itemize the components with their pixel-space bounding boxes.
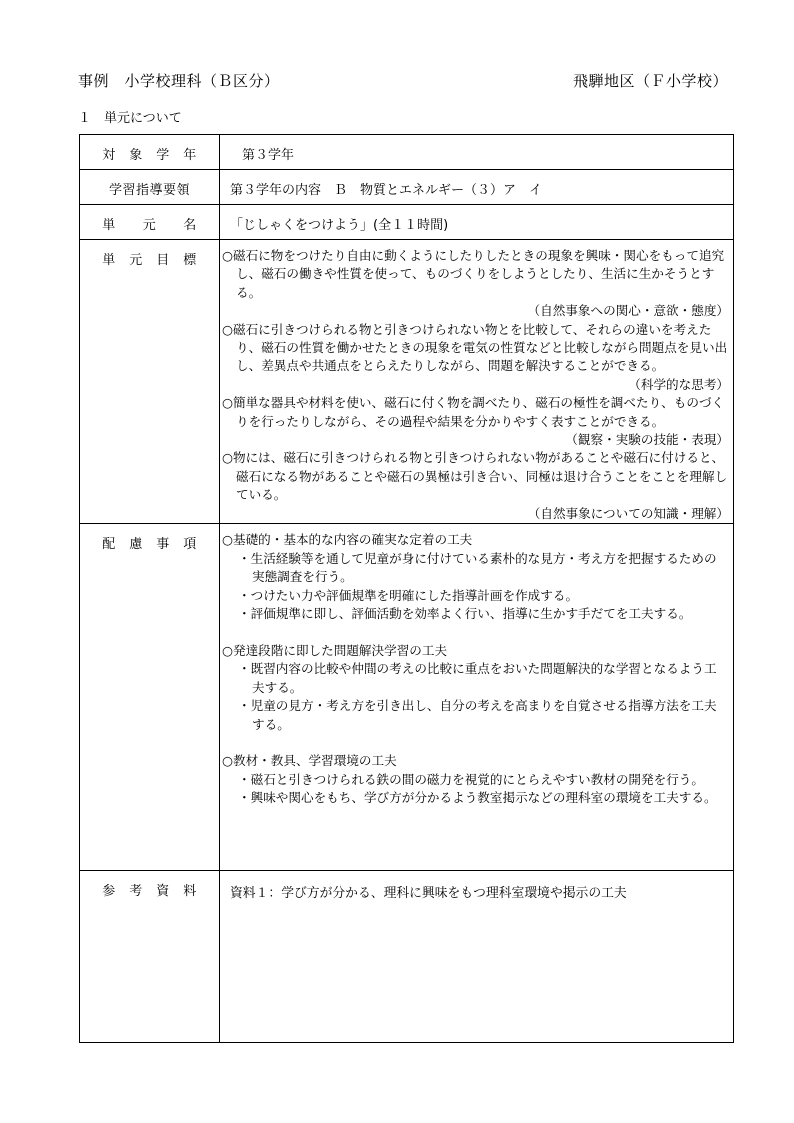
document-title: 事例 小学校理科（Ｂ区分） bbox=[78, 72, 280, 90]
unit-label: 単 元 名 bbox=[102, 218, 197, 233]
section-heading: １ 単元について bbox=[78, 111, 182, 126]
guideline-label: 学習指導要領 bbox=[108, 183, 190, 198]
unit-value: 「じしゃくをつけよう」(全１１時間) bbox=[230, 218, 449, 233]
consideration-heading: ○基礎的・基本的な内容の確実な定着の工夫 bbox=[222, 532, 473, 548]
row-goals bbox=[80, 240, 734, 524]
consideration-sub: ・興味や関心をもち、学び方が分かるよう教室掲示などの理科室の環境を工夫する。 bbox=[238, 790, 717, 806]
consideration-group bbox=[222, 531, 729, 624]
goal-item: ○磁石に引きつけられる物と引きつけられない物とを比較して、それらの違いを考えたり、磁石の性質を働かせたときの現象を電気の性質などと比較しながら問題点を見い出し、差異点や共通点をとらえたりしながら、問題を解決することができる。 bbox=[222, 321, 728, 374]
row-considerations bbox=[80, 524, 734, 871]
unit-info-table bbox=[79, 134, 734, 1043]
goal-tag: （自然事象への関心・意欲・態度） bbox=[527, 303, 729, 319]
guideline-value: 第３学年の内容 Ｂ 物質とエネルギー（３）ア イ bbox=[230, 183, 543, 198]
goal-item: ○簡単な器具や材料を使い、磁石に付く物を調べたり、磁石の極性を調べたり、ものづくりを行ったりしながら、その過程や結果を分かりやすく表すことができる。 bbox=[222, 395, 725, 429]
consideration-sub: ・既習内容の比較や仲間の考えの比較に重点をおいた問題解決的な学習となるよう工夫する。 bbox=[238, 661, 717, 695]
goals-list bbox=[220, 240, 733, 523]
row-unit bbox=[80, 205, 734, 240]
consideration-group bbox=[222, 752, 729, 808]
grade-label: 対 象 学 年 bbox=[102, 148, 197, 163]
region-label: 飛騨地区（Ｆ小学校） bbox=[572, 72, 728, 90]
references-value: 資料１：学び方が分かる、理科に興味をもつ理科室環境や掲示の工夫 bbox=[230, 886, 627, 902]
consideration-sub: ・生活経験等を通して児童が身に付けている素朴的な見方・考え方を把握するための実態調査を行う。 bbox=[238, 550, 717, 585]
goals-label: 単 元 目 標 bbox=[102, 253, 197, 268]
considerations-label: 配 慮 事 項 bbox=[102, 537, 197, 553]
goal-tag: （自然事象についての知識・理解） bbox=[527, 505, 729, 521]
goal-item: ○磁石に物をつけたり自由に動くようにしたりしたときの現象を興味・関心をもって追究し、磁石の働きや性質を使って、ものづくりをしようとしたり、生活に生かそうとする。 bbox=[222, 248, 725, 300]
goal-item: ○物には、磁石に引きつけられる物と引きつけられない物があることや磁石に付けると、磁石になる物があることや磁石の異極は引き合い、同極は退け合うことをことを理解している。 bbox=[222, 450, 728, 503]
consideration-sub: ・評価規準に即し、評価活動を効率よく行い、指導に生かす手だてを工夫する。 bbox=[238, 606, 692, 622]
considerations-list bbox=[220, 524, 733, 808]
goal-tag: （観察・実験の技能・表現） bbox=[565, 432, 729, 448]
grade-value: 第３学年 bbox=[242, 148, 295, 163]
row-guideline bbox=[80, 170, 734, 205]
consideration-group bbox=[222, 642, 729, 735]
consideration-heading: ○教材・教具、学習環境の工夫 bbox=[222, 753, 397, 769]
consideration-sub: ・磁石と引きつけられる鉄の間の磁力を視覚的にとらえやすい教材の開発を行う。 bbox=[238, 771, 704, 787]
consideration-heading: ○発達段階に即した問題解決学習の工夫 bbox=[222, 642, 448, 658]
references-label: 参 考 資 料 bbox=[102, 884, 197, 900]
goal-tag: （科学的な思考） bbox=[628, 376, 729, 392]
consideration-sub: ・つけたい力や評価規準を明確にした指導計画を作成する。 bbox=[238, 587, 579, 603]
consideration-sub: ・児童の見方・考え方を引き出し、自分の考えを高まりを自覚させる指導方法を工夫する。 bbox=[238, 698, 717, 732]
row-grade bbox=[80, 135, 734, 170]
row-references bbox=[80, 871, 734, 1043]
